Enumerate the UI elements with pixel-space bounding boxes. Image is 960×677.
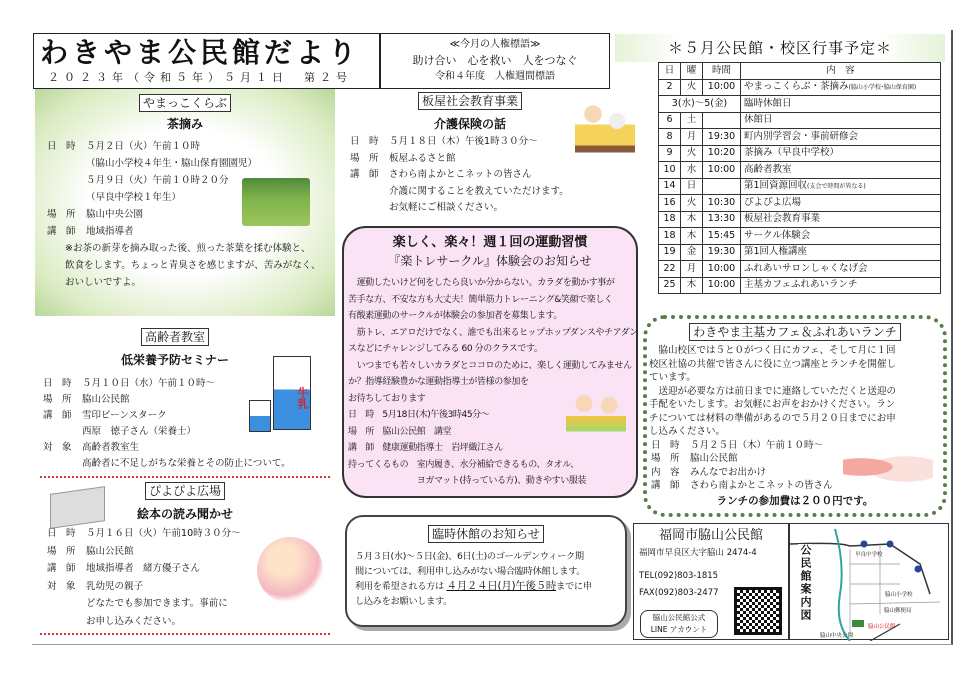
- column-header: 曜: [681, 63, 703, 80]
- section-title: やまっこくらぶ: [139, 94, 231, 112]
- closure-text: 間については、利用申し込みがない場合臨時休館します。: [355, 566, 586, 577]
- dotted-divider-bottom: [40, 633, 330, 635]
- detail-value: 雪印ビーンスターク: [82, 410, 167, 421]
- detail-line: [47, 138, 335, 155]
- body-line: 場 所 脇山公民館 講堂: [348, 426, 452, 437]
- schedule-cell: 火: [681, 145, 703, 162]
- schedule-row: [659, 277, 941, 294]
- detail-value: ５月２日（火）午前１０時: [86, 141, 201, 152]
- schedule-cell: 19:30: [703, 129, 741, 146]
- map-label-center: 脇山公民館: [868, 624, 896, 630]
- yamakko-club-section: [35, 88, 335, 316]
- detail-label: 場 所: [651, 453, 680, 464]
- detail-line: [651, 479, 943, 493]
- detail-value: ５月１８日（木）午後1時３０分～: [389, 136, 538, 147]
- piyopiyo-section: [35, 482, 335, 632]
- schedule-cell: [741, 228, 941, 245]
- schedule-cell: 木: [681, 228, 703, 245]
- detail-label: 場 所: [350, 152, 379, 164]
- cafe-lunch-section: [643, 315, 947, 517]
- issue-date: ２０２３年（令和５年）５月１日 第２号: [48, 71, 352, 84]
- newsletter-title: わきやま公民館だより: [40, 36, 361, 69]
- schedule-cell: [741, 277, 941, 294]
- event-name: ふれあいサロンしゃくなげ会: [744, 262, 868, 274]
- detail-label: 日 時: [47, 141, 76, 152]
- detail-line: [651, 439, 943, 453]
- event-name: 主基カフェふれあいランチ: [744, 279, 858, 291]
- body-line: 送迎が必要な方は前日までに連絡していただくと送迎の: [649, 385, 897, 397]
- schedule-cell: [741, 129, 941, 146]
- detail-value: どなたでも参加できます。事前に: [86, 598, 228, 609]
- map-label-junior-high: 早良中学校: [855, 552, 883, 558]
- schedule-cell: 16: [659, 195, 681, 212]
- section-title: ぴよぴよ広場: [145, 482, 225, 500]
- schedule-cell: 22: [659, 261, 681, 278]
- detail-label: 日 時: [43, 378, 72, 389]
- section-subtitle: 絵本の読み聞かせ: [136, 507, 233, 521]
- body-line: し込みください。: [649, 426, 726, 437]
- body-line: ※お茶の新芽を摘み取った後、煎った茶葉を揉む体験と、: [65, 243, 311, 254]
- section-title: 高齢者教室: [141, 328, 209, 346]
- body-line: ています。: [649, 372, 696, 383]
- schedule-cell: [741, 112, 941, 129]
- body-line: おいしいですよ。: [65, 277, 142, 288]
- line-label: 脇山公民館公式: [652, 613, 706, 622]
- body-line: 有酸素運動のサークルが体験会の参加者を募集します。: [348, 311, 563, 321]
- schedule-cell: 6: [659, 112, 681, 129]
- schedule-row: [659, 244, 941, 261]
- access-map: [789, 523, 949, 640]
- detail-label: 講 師: [43, 410, 72, 421]
- detail-label: 日 時: [651, 439, 680, 451]
- motto-source: 令和４年度 人権週間標語: [435, 71, 555, 82]
- schedule-cell: 水: [681, 162, 703, 179]
- body-line: 日 時 5月18日(木)午後3時45分～: [348, 410, 490, 420]
- schedule-cell: [741, 96, 941, 113]
- schedule-cell: 10:20: [703, 145, 741, 162]
- event-name: サークル体験会: [744, 229, 811, 241]
- column-header: 日: [659, 63, 681, 80]
- human-rights-motto: [380, 33, 610, 89]
- event-note: (脇山小学校･脇山保育園): [848, 83, 917, 91]
- motto-text: 助け合い 心を救い 人をつなぐ: [412, 54, 578, 67]
- closure-text: ５月３日(水)～５日(金)、6日(土)のゴールデンウィーク期: [355, 551, 584, 562]
- detail-line: [47, 560, 335, 578]
- detail-line: [350, 134, 640, 151]
- detail-value: 脇山中央公園: [86, 209, 144, 220]
- schedule-row: [659, 228, 941, 245]
- detail-value: さわら南よかとこネットの皆さん: [690, 480, 833, 491]
- schedule-cell: [741, 195, 941, 212]
- schedule-cell: 10:00: [703, 277, 741, 294]
- detail-line: [350, 200, 640, 217]
- schedule-row: [659, 112, 941, 129]
- column-header: 時間: [703, 63, 741, 80]
- schedule-cell: 金: [681, 244, 703, 261]
- schedule-cell: 10: [659, 162, 681, 179]
- line-label: LINE アカウント: [650, 625, 708, 634]
- schedule-cell: [741, 145, 941, 162]
- detail-line: [350, 184, 640, 201]
- line-account-bubble: [640, 610, 718, 638]
- center-name: 福岡市脇山公民館: [658, 528, 763, 543]
- body-line: 持ってくるもの 室内履き、水分補給できるもの、タオル、: [348, 459, 579, 470]
- detail-line: [47, 543, 335, 561]
- section-title: 板屋社会教育事業: [418, 92, 522, 110]
- section-subtitle: 低栄養予防セミナー: [120, 353, 229, 367]
- detail-label: 場 所: [47, 209, 76, 220]
- detail-value: 脇山公民館: [86, 545, 134, 557]
- exercise-circle-notice: [342, 226, 638, 498]
- body-line: 筋トレ、エアロだけでなく、誰でも出来るヒップホップダンスやチアダン: [348, 327, 638, 338]
- lunch-fee: ランチの参加費は２００円です。: [716, 494, 874, 507]
- fax-number: FAX(092)803-2477: [639, 588, 719, 598]
- detail-value: （早良中学校１年生）: [86, 192, 182, 203]
- body-line: 飲食をします。ちょっと青臭さを感じますが、苦みがなく、: [65, 260, 321, 271]
- body-line: いつまでも若々しいカラダとココロのために、楽しく運動してみません: [348, 360, 632, 371]
- event-name: やまっこくらぶ・茶摘み: [744, 80, 849, 92]
- schedule-cell: 2: [659, 79, 681, 96]
- detail-line: [47, 595, 335, 613]
- detail-line: [47, 189, 335, 206]
- schedule-cell: 10:30: [703, 195, 741, 212]
- schedule-cell: 14: [659, 178, 681, 195]
- itaya-section: [340, 92, 640, 222]
- detail-line: [43, 424, 335, 440]
- schedule-cell: 13:30: [703, 211, 741, 228]
- detail-value: 乳幼児の親子: [86, 580, 144, 592]
- section-title: わきやま主基カフェ＆ふれあいランチ: [689, 323, 900, 341]
- event-note: (支会で時間が異なる): [807, 182, 866, 190]
- schedule-cell: [741, 211, 941, 228]
- body-line: お待ちしております: [348, 393, 426, 404]
- center-address: 福岡市早良区大字脇山 2474-4: [639, 548, 757, 558]
- schedule-cell: 火: [681, 195, 703, 212]
- event-name: 休館日: [744, 114, 773, 126]
- body-line: か？指導経験豊かな運動指導士が皆様の参加を: [348, 377, 529, 387]
- detail-line: [47, 578, 335, 596]
- phone-number: TEL(092)803-1815: [639, 571, 719, 581]
- detail-line: [43, 456, 335, 472]
- detail-line: [43, 376, 335, 392]
- map-label-post: 脇山郵便局: [884, 608, 912, 614]
- schedule-cell: [741, 79, 941, 96]
- detail-label: 日 時: [350, 136, 379, 147]
- schedule-cell: 9: [659, 145, 681, 162]
- detail-value: 高齢者教室生: [82, 442, 140, 453]
- body-line: 運動したいけど何をしたら良いか分からない。カラダを動かす事が: [348, 278, 615, 288]
- detail-value: ５月２５日（木）午前１０時～: [690, 439, 824, 451]
- detail-label: 講 師: [350, 169, 379, 180]
- schedule-cell: [703, 178, 741, 195]
- detail-line: [47, 223, 335, 240]
- detail-label: 対 象: [47, 580, 76, 592]
- schedule-cell: 火: [681, 79, 703, 96]
- body-line: 手配をいたします。お気軽にお声をおかけください。ラン: [649, 399, 896, 410]
- detail-value: お申し込みください。: [86, 615, 182, 627]
- schedule-cell: 3(水)～5(金): [659, 96, 741, 113]
- detail-line: [350, 167, 640, 184]
- column-header: 内 容: [741, 63, 941, 80]
- detail-value: 高齢者に不足しがちな栄養とその防止について。: [82, 458, 291, 469]
- closure-text: し込みをお願いします。: [355, 596, 453, 607]
- temporary-closure-notice: [345, 515, 627, 627]
- schedule-cell: 日: [681, 178, 703, 195]
- detail-value: 地域指導者 緒方優子さん: [86, 563, 201, 574]
- schedule-cell: 18: [659, 211, 681, 228]
- detail-value: （脇山小学校４年生・脇山保育園園児）: [86, 158, 258, 169]
- detail-label: 講 師: [651, 480, 680, 491]
- schedule-row: [659, 96, 941, 113]
- event-name: 茶摘み（早良中学校）: [744, 147, 840, 159]
- body-line: 講 師 健康運動指導士 岩坪織江さん: [348, 443, 503, 453]
- detail-value: みんなでお出かけ: [690, 466, 767, 478]
- schedule-cell: 月: [681, 261, 703, 278]
- event-name: 第1回資源回収: [744, 179, 808, 191]
- schedule-cell: [741, 178, 941, 195]
- body-line: スなどにチャレンジしてみる 60 分のクラスです。: [348, 344, 543, 354]
- schedule-row: [659, 211, 941, 228]
- closure-deadline: ４月２４日(月)午後５時: [446, 580, 557, 592]
- detail-line: [651, 466, 943, 480]
- circle-subtitle: 『楽トレサークル』体験会のお知らせ: [388, 254, 592, 268]
- detail-label: 内 容: [651, 466, 680, 478]
- schedule-title: ＊５月公民館・校区行事予定＊: [615, 34, 945, 62]
- event-name: 臨時休館日: [744, 97, 792, 109]
- motto-heading: ≪今月の人権標語≫: [449, 39, 541, 50]
- detail-line: [43, 440, 335, 456]
- detail-line: [43, 408, 335, 424]
- event-name: 第1回人権講座: [744, 246, 808, 258]
- picture-book-icon: [50, 486, 105, 529]
- dotted-divider: [40, 476, 330, 478]
- schedule-row: [659, 129, 941, 146]
- masthead: [33, 33, 380, 89]
- detail-line: [350, 151, 640, 168]
- detail-label: 対 象: [43, 442, 72, 453]
- schedule-cell: 25: [659, 277, 681, 294]
- detail-value: 西原 徳子さん（栄養士）: [82, 426, 197, 437]
- schedule-cell: 10:00: [703, 162, 741, 179]
- detail-label: 日 時: [47, 528, 76, 539]
- detail-label: 講 師: [47, 226, 76, 237]
- schedule-cell: [741, 162, 941, 179]
- body-line: 校区社協の共催で皆さんに役に立つ講座とランチを開催し: [649, 358, 897, 370]
- detail-line: [47, 172, 335, 189]
- schedule-row: [659, 79, 941, 96]
- detail-label: 場 所: [47, 545, 76, 557]
- detail-line: [47, 155, 335, 172]
- detail-line: [43, 392, 335, 408]
- schedule-cell: 10:00: [703, 79, 741, 96]
- map-label-school: 脇山小学校: [885, 592, 913, 598]
- schedule-cell: 19: [659, 244, 681, 261]
- detail-value: ５月１０日（水）午前１０時～: [82, 378, 216, 389]
- milk-carton-icon: 牛乳: [273, 356, 311, 430]
- schedule-cell: 18: [659, 228, 681, 245]
- event-name: ぴよぴよ広場: [744, 196, 802, 208]
- detail-label: 講 師: [47, 563, 76, 574]
- schedule-cell: 8: [659, 129, 681, 146]
- schedule-cell: [741, 261, 941, 278]
- section-title: 臨時休館のお知らせ: [428, 525, 544, 543]
- body-line: チについては材料の準備があるので５月２０日までにお申: [649, 412, 896, 424]
- body-line: 苦手な方、不安な方も大丈夫！簡単筋力トレーニング&笑顔で楽しく: [348, 294, 613, 305]
- senior-class-section: [35, 328, 335, 473]
- line-qr-code[interactable]: [734, 587, 782, 635]
- schedule-row: [659, 178, 941, 195]
- schedule-cell: [741, 244, 941, 261]
- detail-label: 場 所: [43, 394, 72, 405]
- detail-line: [651, 452, 943, 466]
- detail-line: [47, 206, 335, 223]
- detail-value: お気軽にご相談ください。: [389, 202, 504, 213]
- body-line: 脇山校区では５と０がつく日にカフェ、そして月に１回: [649, 345, 896, 356]
- schedule-cell: 土: [681, 112, 703, 129]
- detail-value: ５月１６日（火）午前10時３０分～: [86, 528, 241, 539]
- event-name: 板屋社会教育事業: [744, 213, 821, 225]
- section-subtitle: 茶摘み: [166, 117, 203, 131]
- closure-text: 利用を希望される方は: [355, 581, 444, 592]
- event-name: 町内別学習会・事前研修会: [744, 130, 859, 142]
- detail-line: [47, 613, 335, 631]
- map-title: 公民館案内図: [799, 544, 812, 622]
- schedule-cell: 木: [681, 277, 703, 294]
- community-center-info: [633, 523, 789, 640]
- schedule-row: [659, 261, 941, 278]
- detail-value: さわら南よかとこネットの皆さん: [389, 169, 532, 180]
- detail-value: 地域指導者: [86, 226, 134, 237]
- detail-value: 脇山公民館: [690, 453, 738, 464]
- detail-value: 脇山公民館: [82, 394, 130, 405]
- closure-text: までに申: [556, 581, 592, 592]
- schedule-row: [659, 195, 941, 212]
- schedule-cell: 15:45: [703, 228, 741, 245]
- schedule-cell: 月: [681, 129, 703, 146]
- schedule-row: [659, 162, 941, 179]
- schedule-cell: 10:00: [703, 261, 741, 278]
- map-label-park: 脇山中央公園: [820, 633, 854, 639]
- section-subtitle: 介護保険の話: [433, 117, 506, 131]
- circle-headline: 楽しく、楽々！週１回の運動習慣: [392, 235, 588, 250]
- detail-value: 介護に関することを教えていただけます。: [389, 185, 569, 197]
- detail-value: ５月９日（火）午前１０時２０分: [86, 175, 229, 186]
- detail-value: 板屋ふるさと館: [389, 152, 456, 164]
- event-schedule-table: [658, 62, 941, 294]
- schedule-row: [659, 145, 941, 162]
- event-name: 高齢者教室: [744, 163, 792, 175]
- schedule-cell: 19:30: [703, 244, 741, 261]
- body-line: ヨガマット(持っている方)、動きやすい服装: [348, 476, 587, 486]
- schedule-cell: [703, 112, 741, 129]
- detail-line: [47, 525, 335, 543]
- schedule-cell: 木: [681, 211, 703, 228]
